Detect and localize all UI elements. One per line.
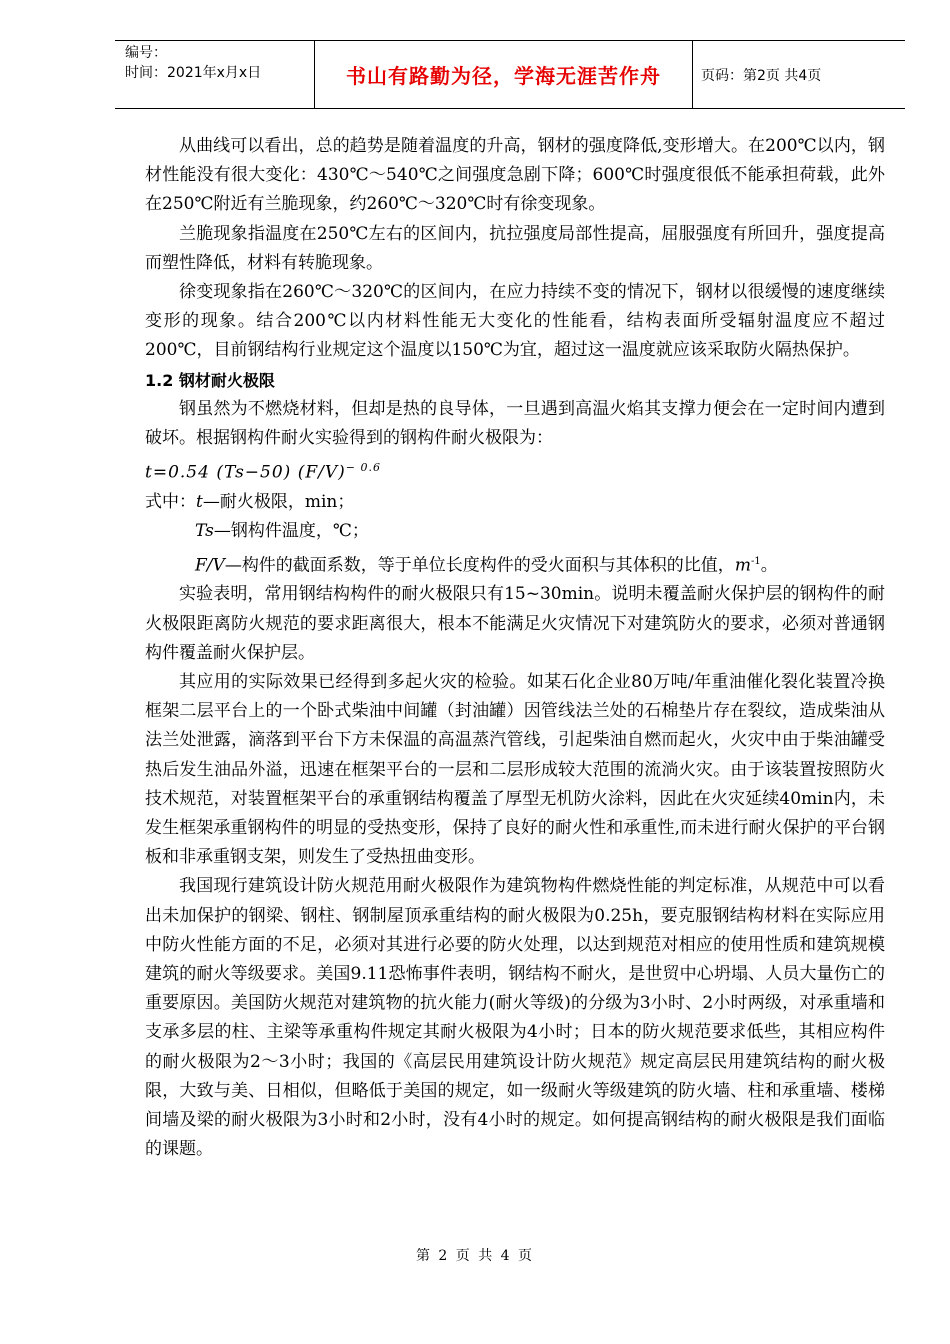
paragraph-fire-case: 其应用的实际效果已经得到多起火灾的检验。如某石化企业80万吨/年重油催化裂化装置冷换框架二层平台上的一个卧式柴油中间罐（封油罐）因管线法兰处的石棉垫片存在裂纹，造成柴油从法兰处泄露，滴落到平台下方未保温的高温蒸汽管线，引起柴油自燃而起火，火灾中由于柴油罐受热后发生油品外溢，迅速在框架平台的一层和二层形成较大范围的流淌火灾。由于该装置按照防火技术规范，对装置框架平台的承重钢结构覆盖了厚型无机防火涂料，因此在火灾延续40min内，未发生框架承重钢构件的明显的受热变形，保持了良好的耐火性和承重性,而未进行耐火保护的平台钢板和非承重钢支架，则发生了受热扭曲变形。 <box>145 671 885 868</box>
symbol-fv: F/V <box>195 555 225 576</box>
where-t-desc: —耐火极限，min； <box>202 492 355 513</box>
where-ts <box>145 517 885 546</box>
unit-m: m <box>734 555 751 576</box>
header-number: 编号： <box>125 45 167 61</box>
header-page-number: 页码：第2页 共4页 <box>701 67 822 84</box>
header-time: 时间：2021年x月x日 <box>125 65 262 81</box>
page-footer: 第 2 页 共 4 页 <box>415 1248 535 1264</box>
where-ts-desc: —钢构件温度，℃； <box>213 521 369 542</box>
where-prefix: 式中： <box>145 492 196 513</box>
page-header <box>115 40 905 109</box>
section-title: 1.2 钢材耐火极限 <box>145 370 275 390</box>
paragraph-creep: 徐变现象指在260℃～320℃的区间内，在应力持续不变的情况下，钢材以很缓慢的速度继续变形的现象。结合200℃以内材料性能无大变化的性能看，结构表面所受辐射温度应不超过200℃，目前钢结构行业规定这个温度以150℃为宜，超过这一温度就应该采取防火隔热保护。 <box>145 282 885 361</box>
formula-main: t=0.54 (Ts−50) (F/V) <box>145 462 346 483</box>
formula <box>145 453 885 488</box>
formula-exponent: − 0.6 <box>345 461 381 475</box>
paragraph-curve-trend: 从曲线可以看出，总的趋势是随着温度的升高，钢材的强度降低,变形增大。在200℃以内，钢材性能没有很大变化：430℃～540℃之间强度急剧下降；600℃时强度很低不能承担荷载，此外在250℃附近有兰脆现象，约260℃～320℃时有徐变现象。 <box>145 136 885 215</box>
symbol-t: t <box>196 492 203 513</box>
paragraph-experiment: 实验表明，常用钢结构构件的耐火极限只有15~30min。说明未覆盖耐火保护层的钢构件的耐火极限距离防火规范的要求距离很大，根本不能满足火灾情况下对建筑防火的要求，必须对普通钢构件覆盖耐火保护层。 <box>145 584 885 663</box>
document-body <box>145 132 885 1164</box>
where-fv-desc: —构件的截面系数，等于单位长度构件的受火面积与其体积的比值， <box>224 555 735 576</box>
paragraph-codes: 我国现行建筑设计防火规范用耐火极限作为建筑物构件燃烧性能的判定标准，从规范中可以看出未加保护的钢梁、钢柱、钢制屋顶承重结构的耐火极限为0.25h，要克服钢结构材料在实际应用中防火性能方面的不足，必须对其进行必要的防火处理，以达到规范对相应的使用性质和建筑规模建筑的耐火等级要求。美国9.11恐怖事件表明，钢结构不耐火，是世贸中心坍塌、人员大量伤亡的重要原因。美国防火规范对建筑物的抗火能力(耐火等级)的分级为3小时、2小时两级，对承重墙和支承多层的柱、主梁等承重构件规定其耐火极限为4小时；日本的防火规范要求低些，其相应构件的耐火极限为2～3小时；我国的《高层民用建筑设计防火规范》规定高层民用建筑结构的耐火极限，大致与美、日相似，但略低于美国的规定，如一级耐火等级建筑的防火墙、柱和承重墙、楼梯间墙及梁的耐火极限为3小时和2小时，没有4小时的规定。如何提高钢结构的耐火极限是我们面临的课题。 <box>145 876 885 1160</box>
paragraph-blue-brittleness: 兰脆现象指温度在250℃左右的区间内，抗拉强度局部性提高，屈服强度有所回升，强度提高而塑性降低，材料有转脆现象。 <box>145 223 885 273</box>
unit-exponent: -1 <box>750 555 761 567</box>
where-fv-end: 。 <box>760 555 778 576</box>
symbol-ts: Ts <box>195 521 214 542</box>
where-fv <box>145 547 885 581</box>
where-t <box>145 488 885 517</box>
paragraph-fire-limit-intro: 钢虽然为不燃烧材料，但却是热的良导体，一旦遇到高温火焰其支撑力便会在一定时间内遭到破坏。根据钢构件耐火实验得到的钢构件耐火极限为： <box>145 398 885 449</box>
header-motto: 书山有路勤为径，学海无涯苦作舟 <box>315 41 693 108</box>
header-meta <box>115 41 315 108</box>
